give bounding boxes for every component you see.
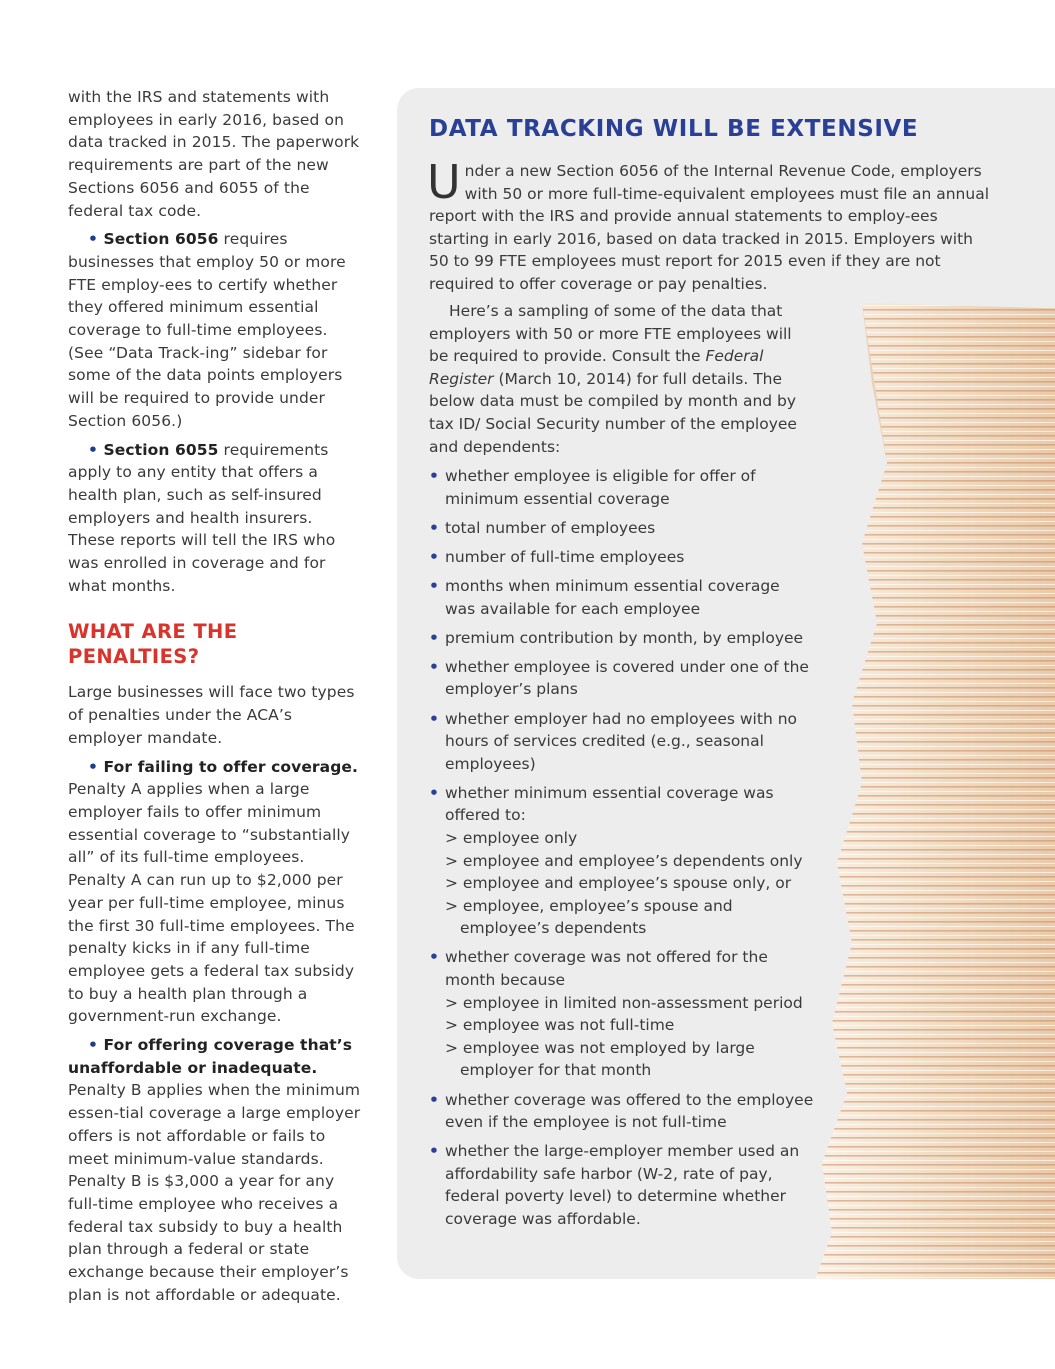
- list-item: [429, 1089, 814, 1134]
- penalty-b-label: For offering coverage that’s unaffordable or inadequate.: [68, 1036, 353, 1077]
- sub-item: > employee was not employed by large employer for that month: [445, 1038, 755, 1080]
- section-6056-label: Section 6056: [103, 230, 219, 249]
- bullet: •: [429, 1090, 439, 1109]
- penalty-b-paragraph: [68, 1034, 364, 1306]
- section-6055-text: requirements apply to any entity that offers a health plan, such as self-insured employers and health insurers. These reports will tell the IRS who was enrolled in coverage and for what months.: [68, 440, 336, 595]
- bullet: •: [429, 518, 439, 537]
- list-item-text: whether coverage was not offered for the month because: [445, 948, 768, 990]
- penalty-a-paragraph: [68, 756, 364, 1028]
- federal-register-title: Federal Register: [429, 347, 764, 388]
- bullet: •: [429, 783, 439, 802]
- bullet: •: [429, 709, 439, 728]
- sampling-section: [429, 300, 814, 1237]
- penalties-heading: [68, 619, 364, 669]
- penalty-a-text: Penalty A applies when a large employer fails to offer minimum essential coverage to “substantially all” of its full-time employees. Penalty A can run up to $2,000 per year per full-time employee, minus the first 30 full-time employees. The penalty kicks in if any full-time employee gets a federal tax subsidy to buy a health plan through a government-run exchange.: [68, 780, 355, 1026]
- list-item: [429, 575, 814, 620]
- list-item-text: whether employee is eligible for offer of minimum essential coverage: [445, 467, 756, 508]
- drop-cap: U: [427, 155, 461, 209]
- bullet: •: [429, 547, 439, 566]
- bullet: •: [429, 948, 439, 967]
- bullet: •: [88, 440, 99, 459]
- list-item: [429, 517, 814, 540]
- intro-paragraph: with the IRS and statements with employees in early 2016, based on data tracked in 2015. The paperwork requirements are part of the new Sections 6056 and 6055 of the federal tax code.: [68, 88, 360, 220]
- list-item-text: whether employer had no employees with no hours of services credited (e.g., seasonal employees): [445, 709, 797, 773]
- data-tracking-sidebar: [397, 88, 1055, 1279]
- list-item-text: total number of employees: [445, 518, 656, 537]
- list-item: [429, 1140, 814, 1230]
- list-item-text: whether coverage was offered to the employee even if the employee is not full-time: [445, 1090, 814, 1132]
- sampling-text-after: (March 10, 2014) for full details. The below data must be compiled by month and by tax ID/ Social Security number of the employee and dependents:: [429, 369, 797, 456]
- bullet: •: [88, 1036, 99, 1055]
- section-6055-paragraph: [68, 439, 364, 598]
- sampling-paragraph: [429, 300, 814, 458]
- bullet: •: [88, 230, 99, 249]
- sidebar-title: DATA TRACKING WILL BE EXTENSIVE: [429, 116, 919, 142]
- bullet: •: [429, 1142, 439, 1161]
- list-item-offered-to: [429, 782, 814, 940]
- section-6056-paragraph: [68, 228, 364, 432]
- list-item-text: whether employee is covered under one of the employer’s plans: [445, 657, 809, 699]
- list-item: [429, 465, 814, 510]
- list-item: [429, 546, 814, 569]
- paper-stack-photo: [792, 303, 1055, 1279]
- penalties-heading-line2: PENALTIES?: [68, 645, 200, 669]
- sub-item: > employee and employee’s dependents only: [445, 851, 803, 870]
- sidebar-intro-text: nder a new Section 6056 of the Internal Revenue Code, employers with 50 or more full-time-equivalent employees must file an annual report with the IRS and provide annual statements to employ-ees starting in early 2016, based on data tracked in 2015. Employers with 50 to 99 FTE employees must report for 2015 even if they are not required to offer coverage or pay penalties.: [429, 162, 990, 293]
- bullet: •: [429, 628, 439, 647]
- list-item: [429, 708, 814, 776]
- bullet: •: [88, 757, 99, 776]
- list-item-text: premium contribution by month, by employee: [445, 628, 804, 647]
- left-column: [68, 86, 364, 1312]
- list-item-not-offered: [429, 946, 814, 1082]
- penalties-heading-line1: WHAT ARE THE: [68, 620, 238, 644]
- bullet: •: [429, 577, 439, 596]
- list-item-text: whether minimum essential coverage was offered to:: [445, 783, 774, 825]
- list-item-text: whether the large-employer member used an affordability safe harbor (W-2, rate of pay, federal poverty level) to determine whether coverage was affordable.: [445, 1142, 800, 1228]
- list-item: [429, 627, 814, 650]
- sub-item: > employee in limited non-assessment period: [445, 993, 803, 1012]
- sub-item: > employee only: [445, 828, 578, 847]
- sub-item: > employee and employee’s spouse only, or: [445, 874, 792, 893]
- penalties-intro: Large businesses will face two types of penalties under the ACA’s employer mandate.: [68, 683, 355, 747]
- list-item-text: months when minimum essential coverage was available for each employee: [445, 577, 780, 618]
- sampling-text-before: Here’s a sampling of some of the data that employers with 50 or more FTE employees will be required to provide. Consult the: [429, 302, 792, 366]
- list-item-text: number of full-time employees: [445, 547, 685, 566]
- list-item: [429, 656, 814, 701]
- penalty-b-text: Penalty B applies when the minimum essen-tial coverage a large employer offers is not affordable or fails to meet minimum-value standards. Penalty B is $3,000 a year for any full-time employee who receives a federal tax subsidy to buy a health plan through a federal or state exchange because their employer’s plan is not affordable or adequate.: [68, 1081, 361, 1304]
- sidebar-intro: [427, 155, 990, 296]
- section-6056-text: requires businesses that employ 50 or more FTE employ-ees to certify whether they offered minimum essential coverage to full-time employees. (See “Data Track-ing” sidebar for some of the data points employers will be required to provide under Section 6056.): [68, 230, 346, 430]
- section-6055-label: Section 6055: [103, 440, 219, 459]
- data-points-list: [429, 465, 814, 1230]
- sub-item: > employee, employee’s spouse and employee’s dependents: [445, 896, 733, 938]
- sub-item: > employee was not full-time: [445, 1016, 675, 1035]
- penalty-a-label: For failing to offer coverage.: [103, 757, 359, 776]
- bullet: •: [429, 657, 439, 676]
- bullet: •: [429, 467, 439, 486]
